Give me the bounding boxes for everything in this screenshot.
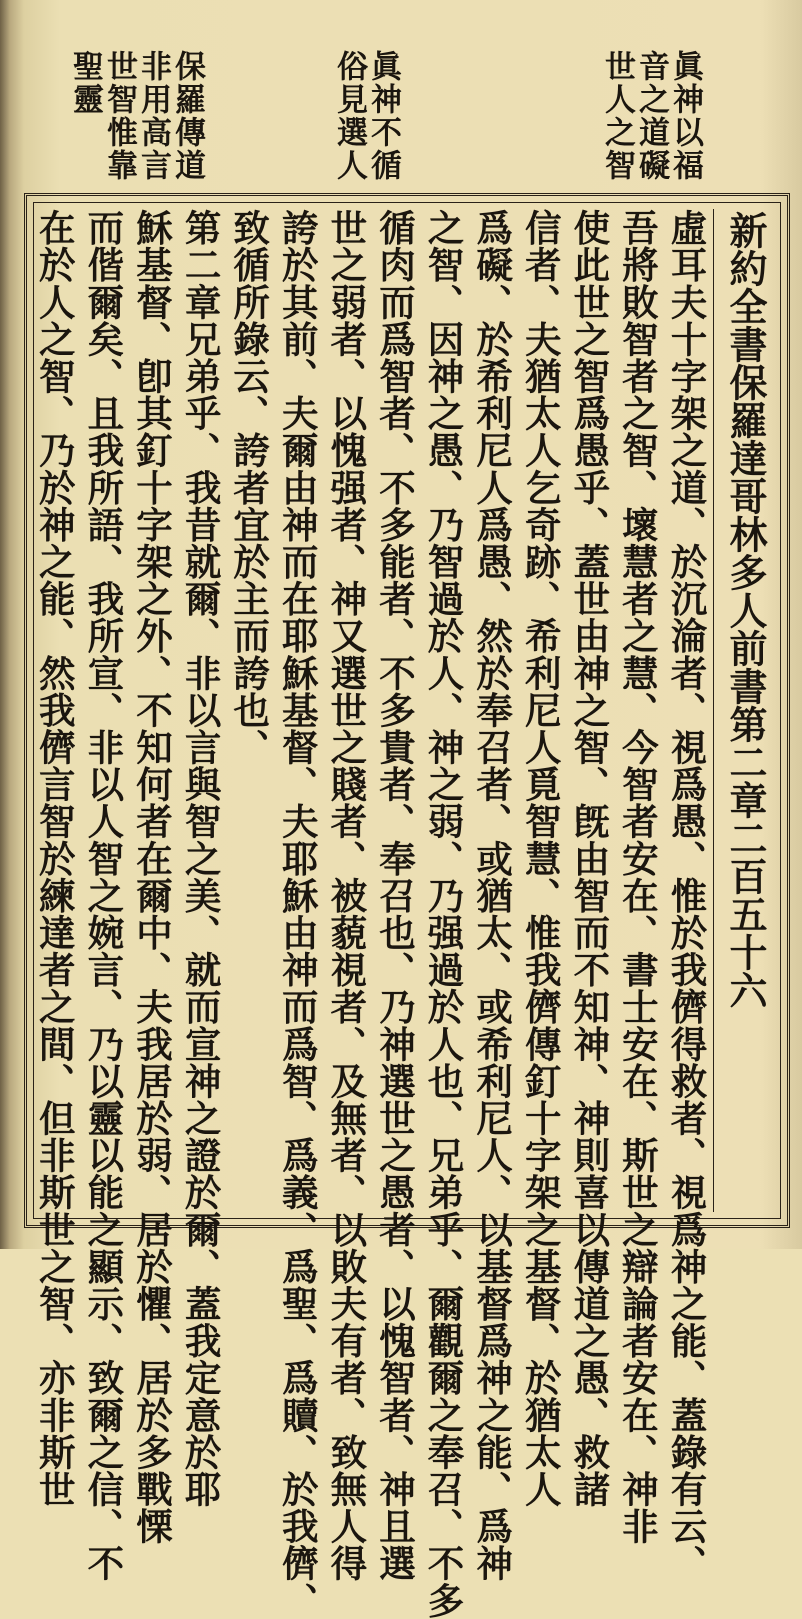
header-page-number: 二百五十六 <box>723 819 768 1009</box>
text-line: 虛耳夫十字架之道、於沉淪者、視爲愚、惟於我儕得救者、視爲神之能、蓋錄有云、 <box>665 209 708 1582</box>
text-line: 而偕爾矣、且我所語、我所宣、非以人智之婉言、乃以靈以能之顯示、致爾之信、不 <box>81 209 125 1582</box>
text-line: 誇於其前、夫爾由神而在耶穌基督、夫耶穌由神而爲智、爲義、爲聖、爲贖、於我儕、 <box>276 209 320 1619</box>
header-chapter: 第二章 <box>723 705 768 819</box>
text-line: 世之弱者、以愧强者、神又選世之賤者、被藐視者、及無者、以敗夫有者、致無人得 <box>324 209 368 1582</box>
text-line: 在於人之智、乃於神之能、然我儕言智於練達者之間、但非斯世之智、亦非斯世 <box>33 209 77 1508</box>
text-line: 信者、夫猶太人乞奇跡、希利尼人覓智慧、惟我儕傳釘十字架之基督、於猶太人 <box>519 209 563 1508</box>
text-line: 第二章兄弟乎、我昔就爾、非以言與智之美、就而宣神之證於爾、蓋我定意於耶 <box>179 209 223 1508</box>
headnote-1: 眞神以福 音之道礙 世人之智 <box>599 50 703 182</box>
text-frame-inner <box>33 202 781 1619</box>
running-header <box>718 211 770 1211</box>
header-book-title: 新約全書 <box>723 211 768 363</box>
headnote-3: 保羅傳道 非用高言 世智惟靠 聖靈 <box>67 50 205 182</box>
body-text <box>33 209 710 1619</box>
header-divider <box>713 209 714 1212</box>
text-line: 致循所錄云、誇者宜於主而誇也、 <box>227 209 271 766</box>
header-letter-title: 保羅達哥林多人前書 <box>723 363 768 705</box>
text-line: 之智、因神之愚、乃智過於人、神之弱、乃强過於人也、兄弟乎、爾觀爾之奉召、不多 <box>422 209 466 1619</box>
text-frame <box>24 193 790 1619</box>
text-line: 循肉而爲智者、不多能者、不多貴者、奉召也、乃神選世之愚者、以愧智者、神且選 <box>373 209 417 1582</box>
text-line: 使此世之智爲愚乎、蓋世由神之智、旣由智而不知神、神則喜以傳道之愚、救諸 <box>567 209 611 1508</box>
text-line: 穌基督、卽其釘十字架之外、不知何者在爾中、夫我居於弱、居於懼、居於多戰慄 <box>130 209 174 1545</box>
headnote-2: 眞神不循 俗見選人 <box>331 50 401 182</box>
text-line: 爲礙、於希利尼人爲愚、然於奉召者、或猶太、或希利尼人、以基督爲神之能、爲神 <box>470 209 514 1582</box>
text-line: 吾將敗智者之智、壞慧者之慧、今智者安在、書士安在、斯世之辯論者安在、神非 <box>616 209 660 1545</box>
